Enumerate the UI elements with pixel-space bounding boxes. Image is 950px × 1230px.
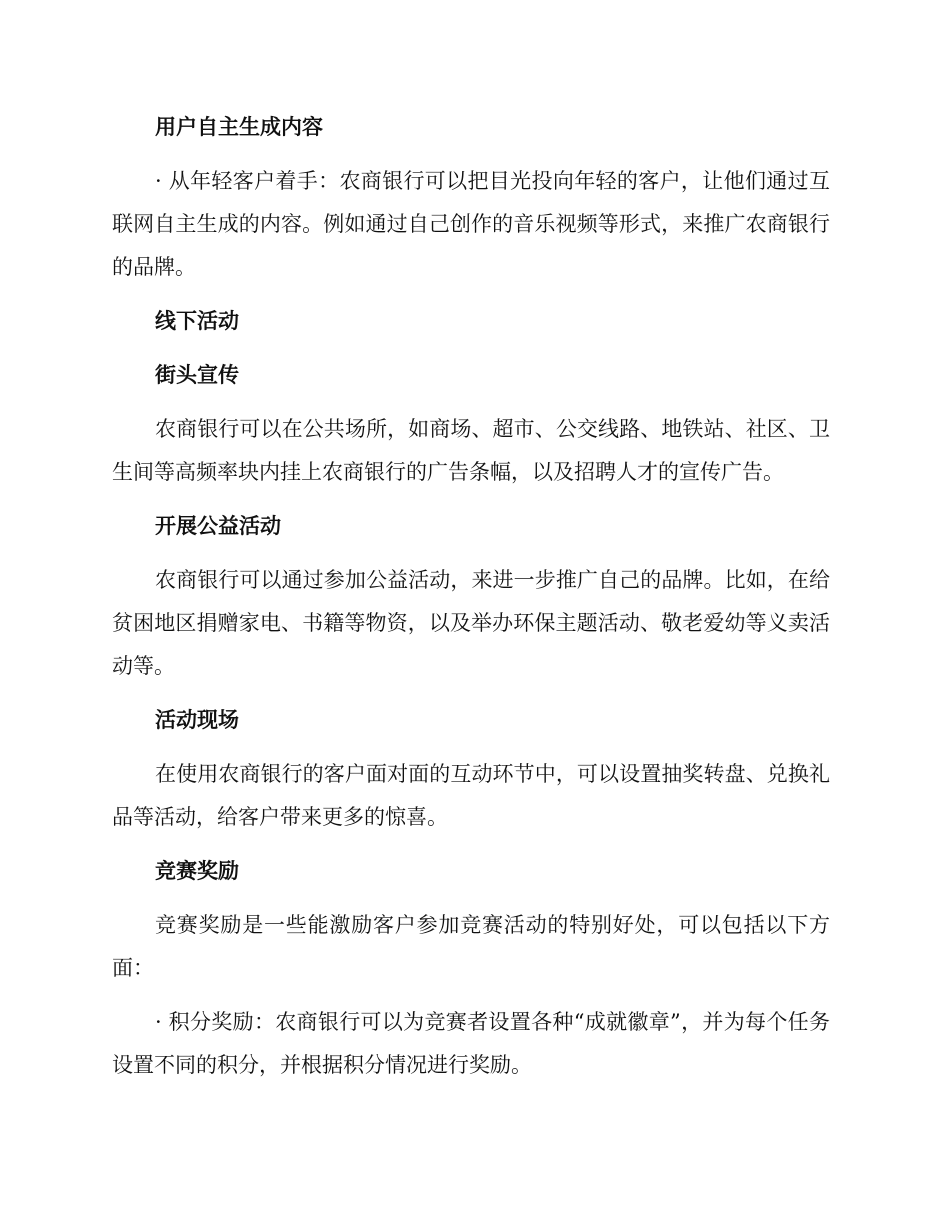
paragraph-young-customers: · 从年轻客户着手：农商银行可以把目光投向年轻的客户，让他们通过互联网自主生成的内容。例如通过自己创作的音乐视频等形式，来推广农商银行的品牌。 xyxy=(112,169,830,279)
paragraph-street-promotion: 农商银行可以在公共场所，如商场、超市、公交线路、地铁站、社区、卫生间等高频率块内挂上农商银行的广告条幅，以及招聘人才的宣传广告。 xyxy=(112,417,830,484)
paragraph-competition-rewards: 竞赛奖励是一些能激励客户参加竞赛活动的特别好处，可以包括以下方面： xyxy=(112,913,830,980)
section-heading-user-generated-content: 用户自主生成内容 xyxy=(155,115,323,139)
section-heading-offline-activities: 线下活动 xyxy=(155,309,239,333)
section-heading-public-welfare: 开展公益活动 xyxy=(155,514,281,538)
paragraph-event-site: 在使用农商银行的客户面对面的互动环节中，可以设置抽奖转盘、兑换礼品等活动，给客户带来更多的惊喜。 xyxy=(112,762,830,829)
section-heading-competition-rewards: 竞赛奖励 xyxy=(155,859,239,883)
paragraph-public-welfare: 农商银行可以通过参加公益活动，来进一步推广自己的品牌。比如，在给贫困地区捐赠家电、书籍等物资，以及举办环保主题活动、敬老爱幼等义卖活动等。 xyxy=(112,568,830,678)
document-page xyxy=(112,106,830,1098)
section-heading-street-promotion: 街头宣传 xyxy=(155,363,239,387)
section-heading-event-site: 活动现场 xyxy=(155,708,239,732)
paragraph-points-reward: · 积分奖励：农商银行可以为竞赛者设置各种“成就徽章”，并为每个任务设置不同的积分，并根据积分情况进行奖励。 xyxy=(112,1010,830,1077)
